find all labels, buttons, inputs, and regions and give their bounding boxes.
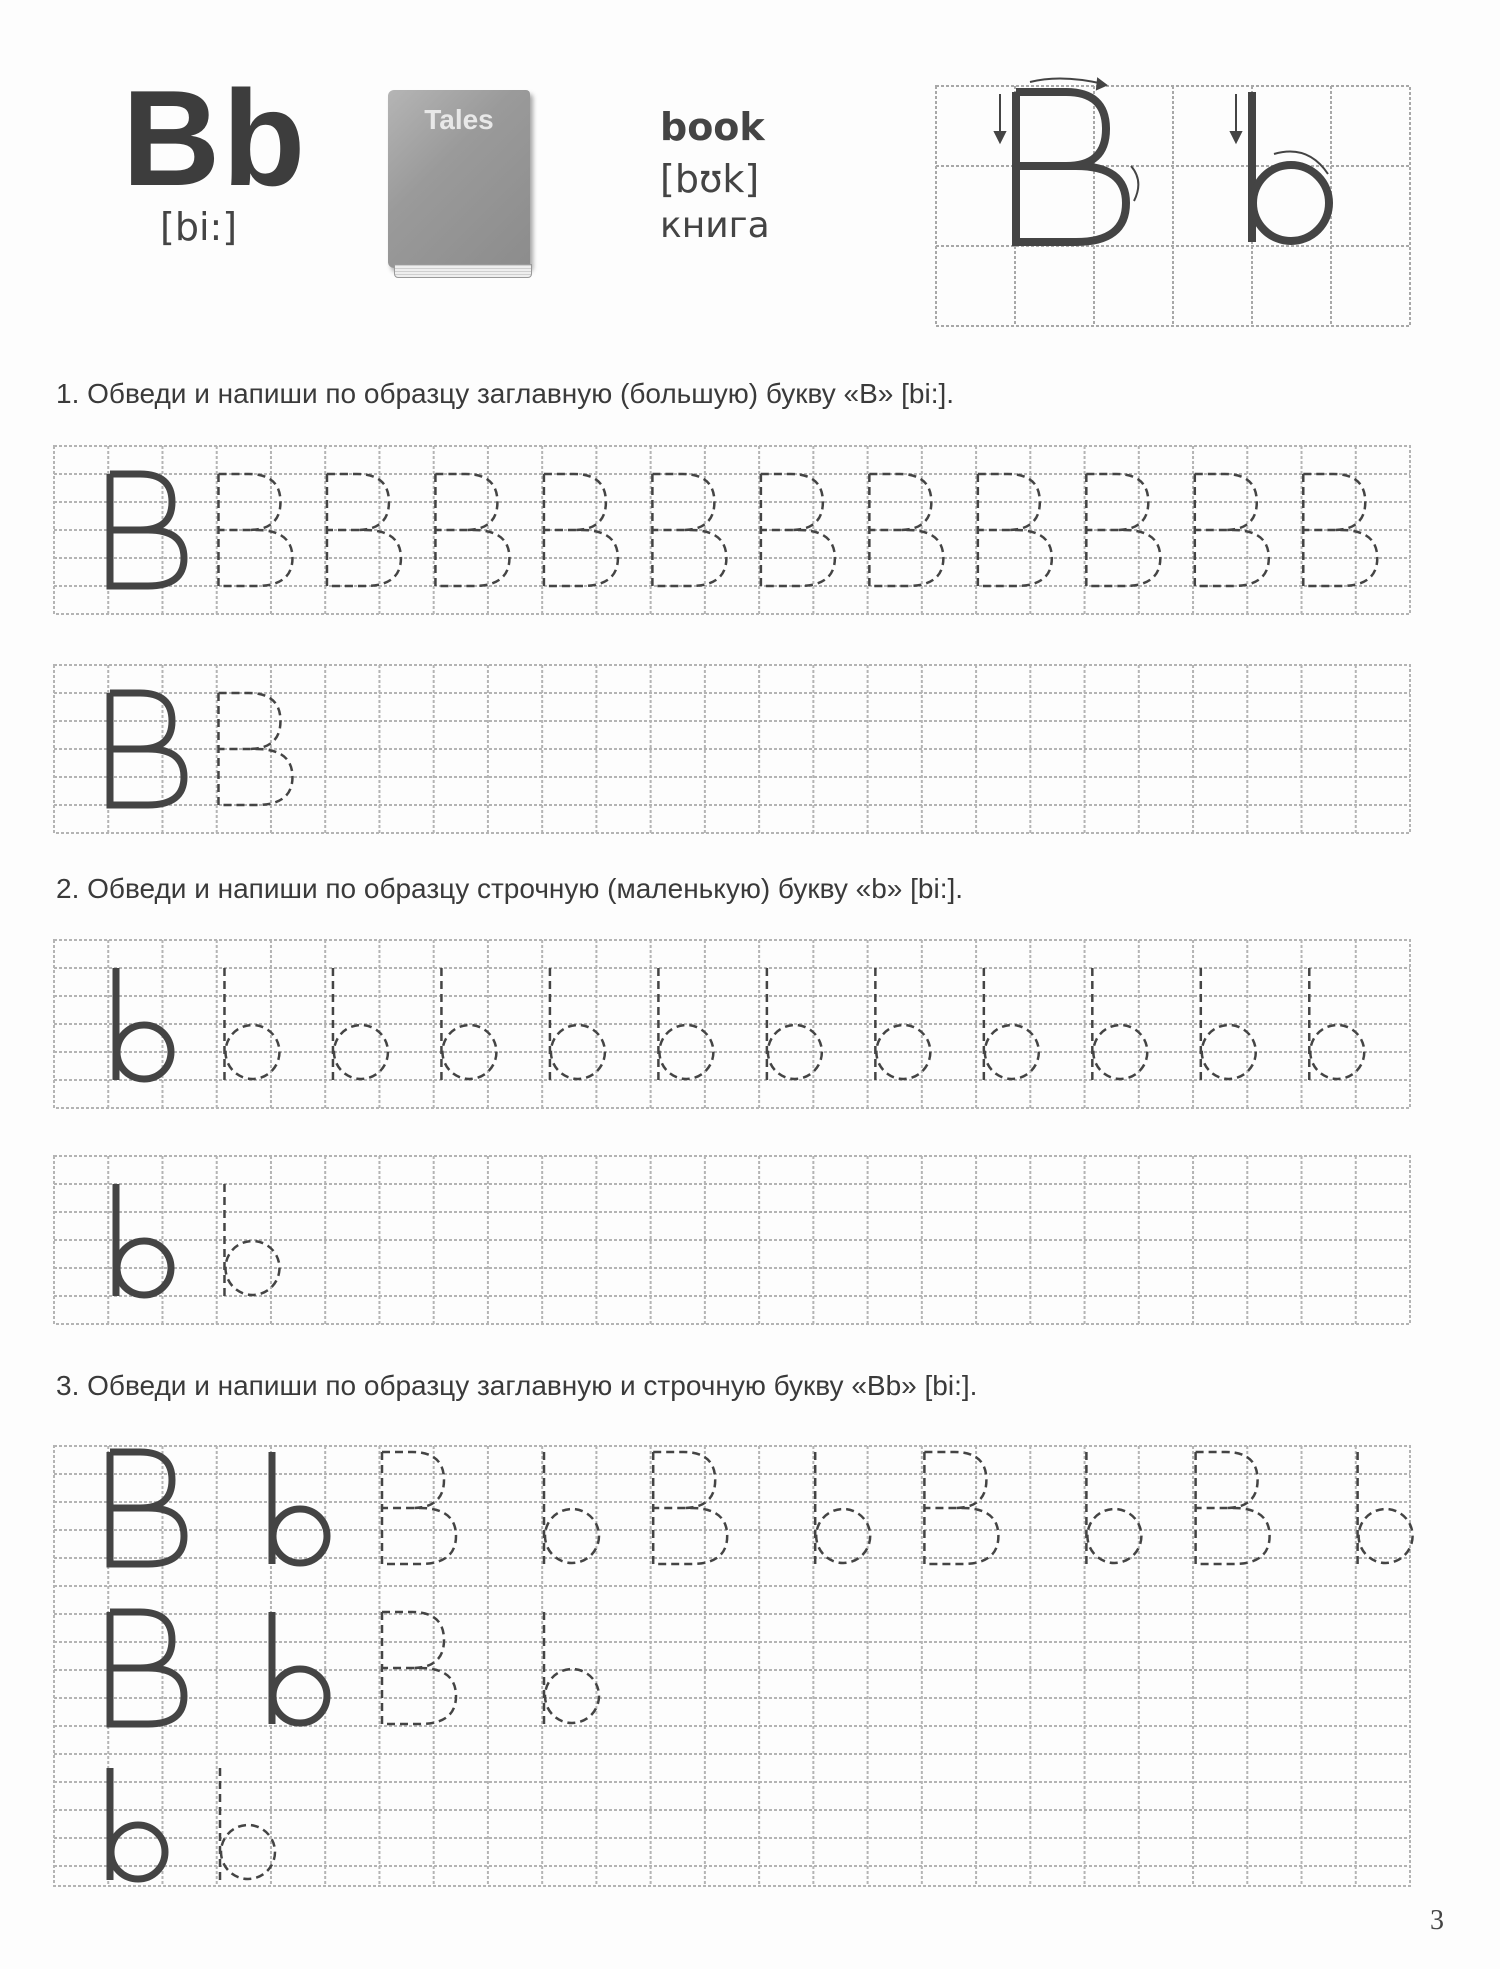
sample-lower-b <box>110 1768 165 1880</box>
book-label: Tales <box>424 104 494 135</box>
sample-upper-b <box>110 1612 184 1724</box>
sample-lower-b <box>272 1452 327 1564</box>
trace-upper-b <box>869 474 943 586</box>
task-2-grid-row-1 <box>54 940 1410 1108</box>
trace-upper-b <box>435 474 509 586</box>
sample-upper-b <box>110 693 184 805</box>
trace-upper-b <box>924 1452 998 1564</box>
trace-lower-b <box>1086 1452 1141 1564</box>
task-3-text: 3. Обведи и напиши по образцу заглавную и строчную букву «Bb» [bi:]. <box>56 1370 978 1401</box>
word-english: book <box>660 105 765 149</box>
trace-upper-b <box>1195 474 1269 586</box>
trace-lower-b <box>815 1452 870 1564</box>
trace-lower-b <box>544 1452 599 1564</box>
word-translation: книга <box>660 205 770 246</box>
letter-transcription: [bi:] <box>160 205 238 249</box>
trace-upper-b <box>1196 1452 1270 1564</box>
sample-upper-b <box>1016 92 1126 242</box>
word-transcription: [bʊk] <box>660 157 760 201</box>
book-illustration <box>388 90 530 268</box>
trace-lower-b <box>544 1612 599 1724</box>
task-2-grid-row-2 <box>54 1156 1410 1324</box>
task-1-grid-row-1 <box>54 446 1410 614</box>
book-pages-icon <box>394 264 532 278</box>
sample-lower-b <box>272 1612 327 1724</box>
trace-upper-b <box>382 1612 456 1724</box>
sample-upper-b <box>110 474 184 586</box>
task-1-text: 1. Обведи и напиши по образцу заглавную (большую) букву «B» [bi:]. <box>56 378 955 409</box>
page-number: 3 <box>1430 1905 1444 1936</box>
trace-lower-b <box>875 968 930 1080</box>
trace-upper-b <box>653 1452 727 1564</box>
stroke-arrow-icon <box>995 78 1328 201</box>
trace-lower-b <box>220 1768 275 1880</box>
main-letter: Bb <box>122 62 308 214</box>
trace-upper-b <box>382 1452 456 1564</box>
task-2-text: 2. Обведи и напиши по образцу строчную (маленькую) букву «b» [bi:]. <box>56 873 964 904</box>
task-1-grid-row-2 <box>54 665 1410 833</box>
task-3-grid <box>54 1446 1410 1886</box>
sample-upper-b <box>110 1452 184 1564</box>
trace-upper-b <box>761 474 835 586</box>
trace-lower-b <box>1358 1452 1413 1564</box>
sample-letter-grid <box>936 86 1410 326</box>
